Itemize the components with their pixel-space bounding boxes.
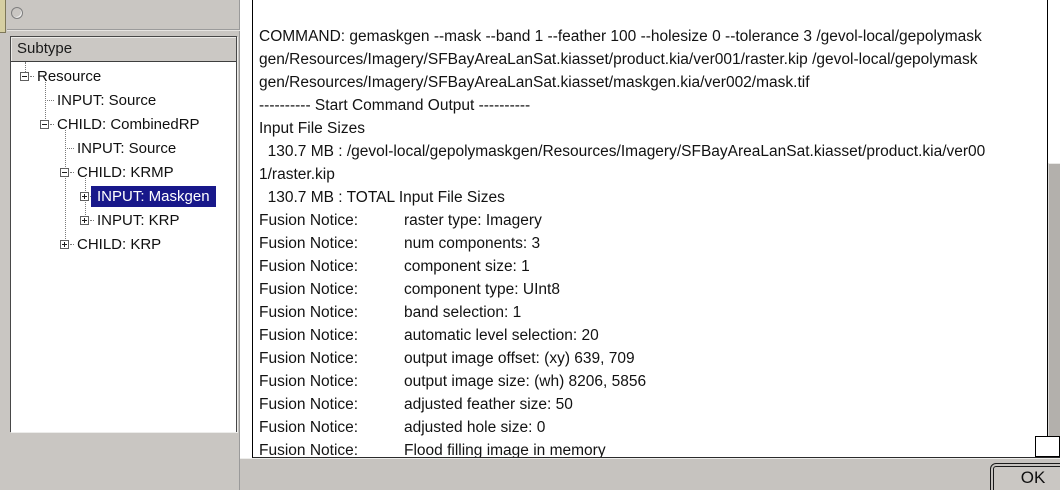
output-line xyxy=(259,370,1047,393)
scrollbar-thumb[interactable] xyxy=(1048,163,1060,437)
output-line xyxy=(259,232,1047,255)
collapse-icon[interactable] xyxy=(60,168,69,177)
collapse-icon[interactable] xyxy=(20,72,29,81)
tree-item-label[interactable]: Resource xyxy=(37,68,102,85)
output-line: gen/Resources/Imagery/SFBayAreaLanSat.kiasset/product.kia/ver001/raster.kip /gevol-local/gepolymask xyxy=(259,51,978,68)
output-line-prefix: Fusion Notice: xyxy=(259,281,359,298)
output-line-value: adjusted hole size: 0 xyxy=(404,419,546,436)
tree-item-input-source[interactable] xyxy=(11,137,236,161)
subtype-tree-panel xyxy=(10,36,237,432)
output-line-prefix: Fusion Notice: xyxy=(259,419,359,436)
output-line xyxy=(259,209,1047,232)
tree-item-label[interactable]: INPUT: Source xyxy=(77,140,177,157)
command-output-panel xyxy=(252,0,1060,458)
output-line-value: component type: UInt8 xyxy=(404,281,560,298)
tree-item-child-krmp[interactable] xyxy=(11,161,236,185)
ok-button[interactable]: OK xyxy=(993,466,1060,490)
command-output-text xyxy=(253,0,1047,457)
output-line-value: num components: 3 xyxy=(404,235,541,252)
output-line-prefix: Fusion Notice: xyxy=(259,327,359,344)
window-control-circle-icon[interactable] xyxy=(11,7,23,19)
output-line xyxy=(259,255,1047,278)
output-line: 1/raster.kip xyxy=(259,166,335,183)
output-line: gen/Resources/Imagery/SFBayAreaLanSat.kiasset/maskgen.kia/ver002/mask.tif xyxy=(259,74,810,91)
expand-icon[interactable] xyxy=(80,216,89,225)
tree-list xyxy=(11,62,236,432)
output-line-prefix: Fusion Notice: xyxy=(259,442,359,457)
output-line xyxy=(259,301,1047,324)
tree-item-child-combinedrp[interactable] xyxy=(11,113,236,137)
tree-item-input-source[interactable] xyxy=(11,89,236,113)
tree-item-input-krp[interactable] xyxy=(11,209,236,233)
tree-item-label[interactable]: CHILD: CombinedRP xyxy=(57,116,200,133)
ok-button-frame xyxy=(990,463,1060,490)
output-line-value: output image size: (wh) 8206, 5856 xyxy=(404,373,647,390)
tree-item-label[interactable]: INPUT: KRP xyxy=(97,212,180,229)
dialog-button-bar xyxy=(240,458,1060,490)
output-line xyxy=(259,278,1047,301)
output-line: 130.7 MB : /gevol-local/gepolymaskgen/Resources/Imagery/SFBayAreaLanSat.kiasset/product.kia/ver00 xyxy=(259,143,986,160)
background-window-edge xyxy=(0,0,6,33)
output-line-value: band selection: 1 xyxy=(404,304,522,321)
expand-icon[interactable] xyxy=(60,240,69,249)
tree-item-child-krp[interactable] xyxy=(11,233,236,257)
output-line-value: Flood filling image in memory xyxy=(404,442,606,457)
output-line xyxy=(259,347,1047,370)
output-line xyxy=(259,393,1047,416)
output-line-prefix: Fusion Notice: xyxy=(259,212,359,229)
output-line xyxy=(259,324,1047,347)
output-line-prefix: Fusion Notice: xyxy=(259,258,359,275)
vertical-scrollbar[interactable] xyxy=(1047,0,1060,457)
output-line-value: component size: 1 xyxy=(404,258,530,275)
tree-item-input-maskgen[interactable] xyxy=(11,185,236,209)
tree-column-header: Subtype xyxy=(11,37,236,62)
tree-item-resource[interactable] xyxy=(11,65,236,89)
expand-icon[interactable] xyxy=(80,192,89,201)
separator xyxy=(7,29,240,31)
output-line-value: automatic level selection: 20 xyxy=(404,327,599,344)
tree-item-label[interactable]: CHILD: KRP xyxy=(77,236,162,253)
output-line-prefix: Fusion Notice: xyxy=(259,350,359,367)
tree-item-label[interactable]: CHILD: KRMP xyxy=(77,164,174,181)
output-line-prefix: Fusion Notice: xyxy=(259,235,359,252)
output-line-prefix: Fusion Notice: xyxy=(259,304,359,321)
scrollbar-corner-box xyxy=(1035,436,1060,457)
output-line: ---------- Start Command Output ---------- xyxy=(259,97,531,114)
tree-item-label[interactable]: INPUT: Maskgen xyxy=(91,186,216,207)
output-line-value: output image offset: (xy) 639, 709 xyxy=(404,350,635,367)
output-line: COMMAND: gemaskgen --mask --band 1 --feather 100 --holesize 0 --tolerance 3 /gevol-local/gepolymask xyxy=(259,28,982,45)
collapse-icon[interactable] xyxy=(40,120,49,129)
output-line xyxy=(259,439,1047,457)
output-line-value: adjusted feather size: 50 xyxy=(404,396,573,413)
output-line: 130.7 MB : TOTAL Input File Sizes xyxy=(259,189,505,206)
tree-window xyxy=(0,0,240,490)
output-line-prefix: Fusion Notice: xyxy=(259,373,359,390)
output-line xyxy=(259,416,1047,439)
output-line-prefix: Fusion Notice: xyxy=(259,396,359,413)
tree-item-label[interactable]: INPUT: Source xyxy=(57,92,157,109)
output-line: Input File Sizes xyxy=(259,120,365,137)
output-line-value: raster type: Imagery xyxy=(404,212,542,229)
